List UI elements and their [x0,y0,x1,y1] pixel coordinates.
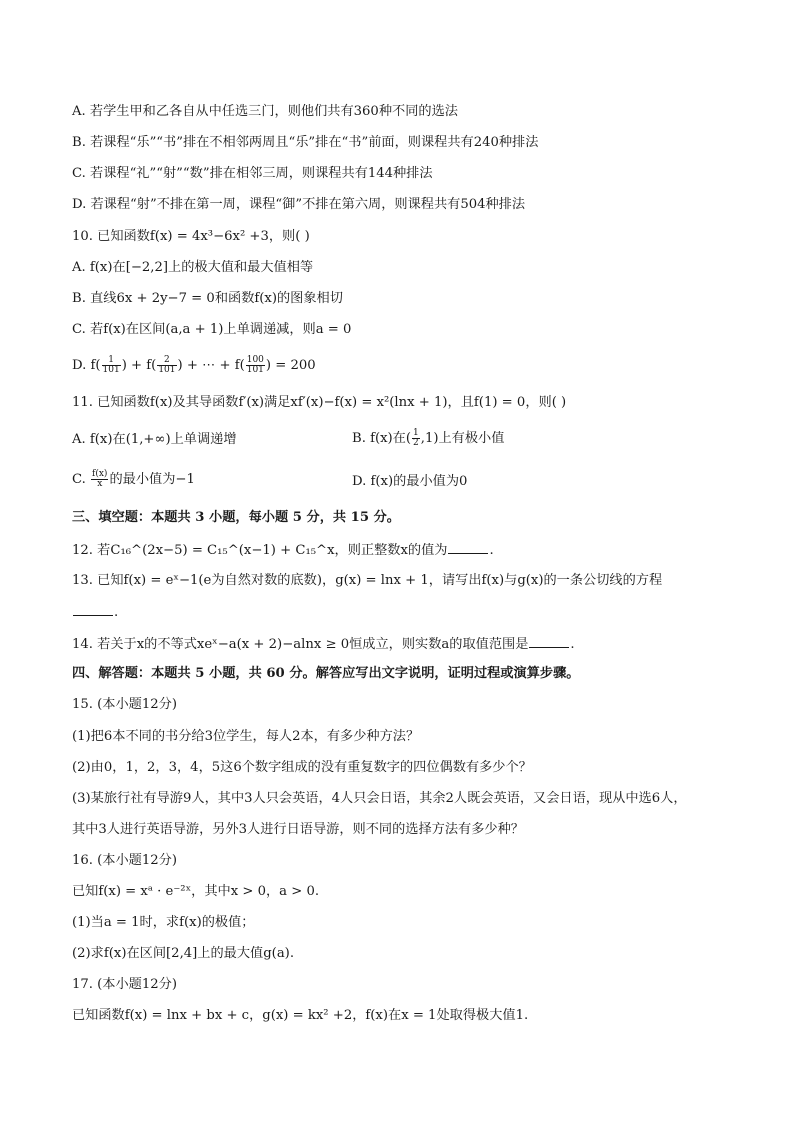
q15-part-3b: 其中3人进行英语导游，另外3人进行日语导游，则不同的选择方法有多少种？ [72,822,524,837]
section-3-heading: 三、填空题：本题共 3 小题，每小题 5 分，共 15 分。 [72,510,400,525]
fraction-denominator: 101 [102,365,120,375]
q12-end: . [489,543,494,558]
q10-d-fraction-1 [102,356,121,375]
q10-d-fraction-3 [246,356,265,375]
q10-d-suffix: ) = 200 [265,358,316,373]
q13-line2 [72,603,118,621]
q12-answer-blank[interactable] [448,541,488,554]
q11-option-c [72,470,195,489]
q10-d-mid2: ) + ⋯ + f( [177,358,245,373]
q10-option-a: A. f(x)在[−2,2]上的极大值和最大值相等 [72,260,314,275]
q15-part-3a: (3)某旅行社有导游9人，其中3人只会英语，4人只会日语，其余2人既会英语，又会日语，现从中选6人， [72,791,687,806]
q11-option-a: A. f(x)在(1,+∞)上单调递增 [72,432,237,447]
q17-heading: 17. (本小题12分) [72,977,177,992]
q13-end: . [114,605,119,620]
fraction-denominator: 101 [246,365,264,375]
q11-b-suffix: ,1)上有极小值 [420,431,505,446]
q16-part-2: (2)求f(x)在区间[2,4]上的最大值g(a). [72,946,295,961]
q15-heading: 15. (本小题12分) [72,697,177,712]
q14-end: . [570,637,575,652]
q14-answer-blank[interactable] [529,635,569,648]
q10-d-prefix: D. f( [72,358,101,373]
q11-c-suffix: 的最小值为−1 [109,472,195,487]
section-4-heading: 四、解答题：本题共 5 小题，共 60 分。解答应写出文字说明，证明过程或演算步骤。 [72,666,580,681]
q13-answer-blank[interactable] [73,603,113,616]
q16-stem: 已知f(x) = xᵃ · e⁻²ˣ，其中x > 0，a > 0. [72,884,320,899]
q11-c-prefix: C. [72,472,91,487]
q12-text: 12. 若C₁₆^(2x−5) = C₁₅^(x−1) + C₁₅^x，则正整数x的值为 [72,543,448,558]
q16-part-1: (1)当a = 1时，求f(x)的极值； [72,915,255,930]
fraction-numerator: 2 [157,356,176,366]
fraction-numerator: f(x) [92,469,108,479]
q9-option-a: A. 若学生甲和乙各自从中任选三门，则他们共有360种不同的选法 [72,104,458,119]
fraction-denominator: x [97,479,103,489]
q10-stem: 10. 已知函数f(x) = 4x³−6x² +3，则( ) [72,229,310,244]
q11-c-fraction [91,470,108,489]
q9-option-d: D. 若课程“射”不排在第一周，课程“御”不排在第六周，则课程共有504种排法 [72,197,526,212]
q10-option-d [72,356,316,375]
q14 [72,635,575,653]
q10-d-mid1: ) + f( [121,358,157,373]
q12 [72,541,494,559]
q10-d-fraction-2 [157,356,176,375]
q17-stem: 已知函数f(x) = lnx + bx + c，g(x) = kx² +2，f(x)在x = 1处取得极大值1. [72,1008,529,1023]
fraction-numerator: 1 [413,428,419,438]
q16-heading: 16. (本小题12分) [72,853,177,868]
q9-option-c: C. 若课程“礼”“射”“数”排在相邻三周，则课程共有144种排法 [72,166,433,181]
q11-option-b [352,429,504,448]
q11-b-prefix: B. f(x)在( [352,431,412,446]
fraction-numerator: 100 [246,355,264,365]
q11-option-d: D. f(x)的最小值为0 [352,474,468,489]
q14-text: 14. 若关于x的不等式xeˣ−a(x + 2)−alnx ≥ 0恒成立，则实数a的取值范围是 [72,637,529,652]
q13-line1: 13. 已知f(x) = eˣ−1(e为自然对数的底数)，g(x) = lnx + 1，请写出f(x)与g(x)的一条公切线的方程 [72,573,663,588]
q15-part-2: (2)由0，1，2，3，4，5这6个数字组成的没有重复数字的四位偶数有多少个？ [72,760,532,775]
q10-option-b: B. 直线6x + 2y−7 = 0和函数f(x)的图象相切 [72,291,343,306]
q11-stem: 11. 已知函数f(x)及其导函数f′(x)满足xf′(x)−f(x) = x²(lnx + 1)，且f(1) = 0，则( ) [72,395,567,410]
q10-option-c: C. 若f(x)在区间(a,a + 1)上单调递减，则a = 0 [72,322,352,337]
fraction-denominator: 2 [413,438,419,448]
q15-part-1: (1)把6本不同的书分给3位学生，每人2本，有多少种方法？ [72,729,420,744]
fraction-numerator: 1 [102,356,121,366]
fraction-denominator: 101 [158,365,176,375]
q9-option-b: B. 若课程“乐”“书”排在不相邻两周且“乐”排在“书”前面，则课程共有240种排法 [72,135,539,150]
q11-b-fraction [412,429,420,448]
